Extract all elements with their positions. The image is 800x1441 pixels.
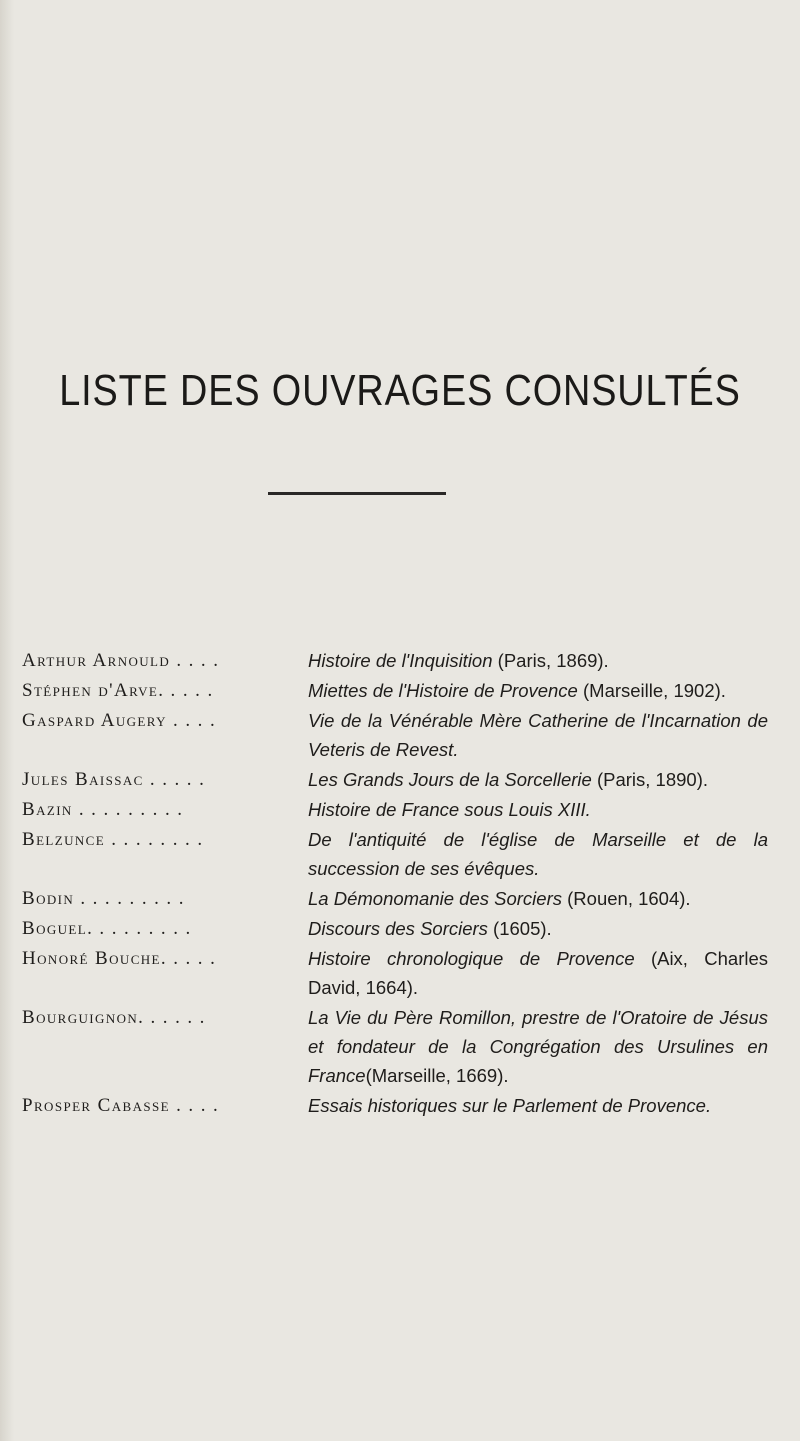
entry-title: Histoire chronologique de Provence xyxy=(308,948,635,969)
entry-details: (Aix, Charles David, 1664). xyxy=(308,948,769,998)
entry-title: La Vie du Père Romillon, prestre de l'Oratoire de Jésus et fondateur de la Congrégation des Ursulines en France xyxy=(308,1007,768,1086)
entry-work xyxy=(308,706,768,764)
entry-author: Honoré Bouche. . . . . xyxy=(22,948,217,969)
bibliography-list xyxy=(22,646,782,1120)
entry-details: (Rouen, 1604). xyxy=(562,888,691,909)
bibliography-entry xyxy=(22,914,782,943)
entry-work xyxy=(308,944,768,1002)
bibliography-entry xyxy=(22,944,782,1002)
entry-work xyxy=(308,765,768,794)
entry-title: Vie de la Vénérable Mère Catherine de l'Incarnation de Veteris de Revest. xyxy=(308,710,768,760)
entry-title: Miettes de l'Histoire de Provence xyxy=(308,680,578,701)
entry-author: Arthur Arnould . . . . xyxy=(22,650,220,671)
entry-author: Boguel. . . . . . . . . xyxy=(22,918,192,939)
entry-work xyxy=(308,884,768,913)
bibliography-entry xyxy=(22,884,782,913)
entry-title: Les Grands Jours de la Sorcellerie xyxy=(308,769,592,790)
page-edge xyxy=(0,0,14,1441)
entry-work xyxy=(308,1091,768,1120)
entry-work xyxy=(308,914,768,943)
entry-details: (Marseille, 1669). xyxy=(365,1065,509,1086)
entry-author: Gaspard Augery . . . . xyxy=(22,710,217,731)
bibliography-entry xyxy=(22,646,782,675)
entry-work xyxy=(308,1003,768,1090)
entry-work xyxy=(308,825,768,883)
entry-work xyxy=(308,795,768,824)
entry-author: Bazin . . . . . . . . . xyxy=(22,799,184,820)
bibliography-entry xyxy=(22,676,782,705)
bibliography-entry xyxy=(22,825,782,883)
entry-title: Discours des Sorciers xyxy=(308,918,488,939)
page-title: LISTE DES OUVRAGES CONSULTÉS xyxy=(59,366,741,415)
entry-details: (Marseille, 1902). xyxy=(577,680,726,701)
entry-author: Prosper Cabasse . . . . xyxy=(22,1095,220,1116)
entry-title: De l'antiquité de l'église de Marseille et de la succession de ses évêques. xyxy=(308,829,768,879)
entry-author: Bourguignon. . . . . . xyxy=(22,1007,206,1028)
title-rule xyxy=(268,492,446,495)
entry-title: La Démonomanie des Sorciers xyxy=(308,888,562,909)
entry-author: Stéphen d'Arve. . . . . xyxy=(22,680,214,701)
entry-details: (Paris, 1890). xyxy=(591,769,708,790)
bibliography-entry xyxy=(22,1003,782,1090)
entry-work xyxy=(308,676,768,705)
entry-title: Histoire de France sous Louis XIII. xyxy=(308,799,591,820)
entry-title: Histoire de l'Inquisition xyxy=(308,650,493,671)
entry-author: Bodin . . . . . . . . . xyxy=(22,888,185,909)
entry-details: (Paris, 1869). xyxy=(492,650,609,671)
entry-author: Jules Baissac . . . . . xyxy=(22,769,206,790)
bibliography-entry xyxy=(22,1091,782,1120)
entry-author: Belzunce . . . . . . . . xyxy=(22,829,204,850)
entry-work xyxy=(308,646,768,675)
entry-title: Essais historiques sur le Parlement de Provence. xyxy=(308,1095,712,1116)
bibliography-entry xyxy=(22,765,782,794)
bibliography-entry xyxy=(22,795,782,824)
entry-details: (1605). xyxy=(487,918,552,939)
bibliography-entry xyxy=(22,706,782,764)
